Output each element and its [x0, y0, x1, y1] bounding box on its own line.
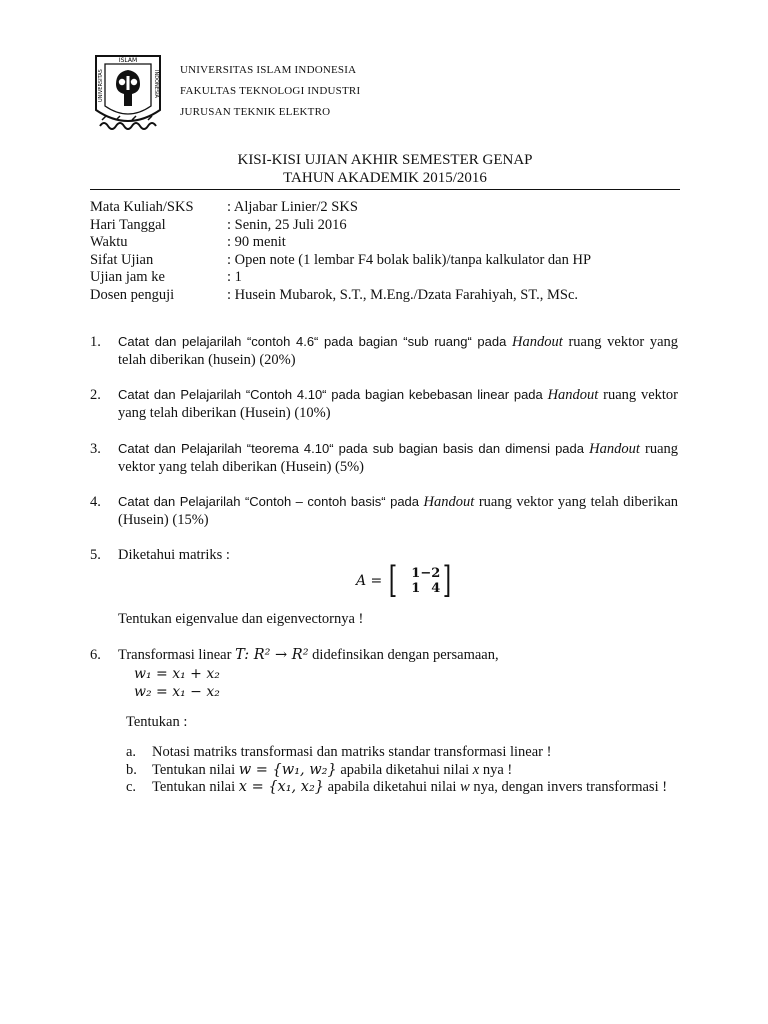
- transform-notation: T: R² → R²: [235, 647, 309, 663]
- info-row: [90, 269, 591, 287]
- question-text-cont: ruang vektor yang telah diberikan (Husein) (5%): [118, 441, 679, 475]
- info-value: : Husein Mubarok, S.T., M.Eng./Dzata Farahiyah, ST., MSc.: [227, 286, 579, 303]
- question-3: [90, 440, 678, 476]
- matrix-cell: 1: [411, 566, 421, 581]
- item-text: Tentukan nilai: [152, 761, 236, 778]
- item-text-post: nya, dengan invers transformasi !: [473, 779, 668, 795]
- matrix-label: A =: [356, 573, 383, 589]
- matrix-cell: 1: [411, 581, 421, 596]
- info-value: : 90 menit: [227, 234, 286, 251]
- question-number: 5.: [90, 547, 101, 563]
- institution-line-faculty: FAKULTAS TEKNOLOGI INDUSTRI: [180, 85, 361, 97]
- logo-text-indonesia: INDONESIA: [153, 70, 159, 98]
- item-math: x = {x₁, x₂}: [238, 779, 324, 795]
- info-key: Dosen penguji: [90, 286, 175, 303]
- question-6: [90, 646, 678, 664]
- list-item: [126, 779, 667, 797]
- question-text-cont: ruang vektor yang telah diberikan (Husein) (15%): [118, 494, 679, 528]
- item-math: w = {w₁, w₂}: [238, 761, 337, 778]
- equation-w2: w₂ = x₁ − x₂: [134, 684, 220, 700]
- question-text: Transformasi linear: [118, 647, 232, 663]
- question-italic: Handout: [423, 494, 475, 510]
- info-value: : Open note (1 lembar F4 bolak balik)/tanpa kalkulator dan HP: [227, 251, 592, 268]
- question-number: 3.: [90, 441, 101, 457]
- question-text: Diketahui matriks :: [118, 547, 230, 563]
- question-number: 4.: [90, 494, 101, 510]
- title-line-1: KISI-KISI UJIAN AKHIR SEMESTER GENAP: [237, 152, 533, 168]
- logo-text-islam: ISLAM: [118, 57, 138, 64]
- matrix-cell: 4: [431, 581, 441, 596]
- matrix-bracket-right: ]: [443, 560, 452, 601]
- question-text: Catat dan pelajarilah “contoh 4.6“ pada bagian “sub ruang“ pada: [118, 334, 507, 349]
- question-text-cont: ruang vektor yang telah diberikan (Husein) (10%): [118, 387, 679, 421]
- item-text-mid: apabila diketahui nilai: [340, 761, 470, 778]
- document-title: [90, 151, 680, 187]
- item-letter: a.: [126, 744, 137, 760]
- info-value: : 1: [227, 269, 242, 286]
- question-task: Tentukan eigenvalue dan eigenvectornya !: [118, 611, 364, 627]
- item-text: Notasi matriks transformasi dan matriks standar transformasi linear !: [152, 744, 552, 760]
- question-italic: Handout: [512, 334, 563, 350]
- question-2: [90, 386, 678, 422]
- info-value: : Aljabar Linier/2 SKS: [227, 199, 358, 215]
- question-italic: Handout: [547, 387, 599, 403]
- question-5-task: [90, 610, 678, 628]
- matrix-bracket-left: [: [389, 560, 398, 601]
- question-1: [90, 333, 678, 369]
- info-row: [90, 217, 591, 235]
- question-text-cont: didefinsikan dengan persamaan,: [312, 647, 499, 663]
- list-item: [126, 744, 667, 762]
- institution-block: [180, 60, 360, 123]
- title-divider: [90, 189, 680, 190]
- question-text: Catat dan Pelajarilah “Contoh – contoh basis“ pada: [118, 494, 420, 509]
- question-5: [90, 546, 678, 564]
- institution-line-department: JURUSAN TEKNIK ELEKTRO: [180, 106, 331, 118]
- equation-w1: w₁ = x₁ + x₂: [134, 666, 220, 682]
- info-key: Mata Kuliah/SKS: [90, 199, 194, 215]
- question-6-task: [98, 713, 686, 731]
- info-value: : Senin, 25 Juli 2016: [227, 216, 347, 233]
- info-key: Hari Tanggal: [90, 216, 166, 233]
- info-row: [90, 287, 591, 305]
- matrix-a: [356, 560, 454, 601]
- logo-text-universitas: UNIVERSITAS: [98, 69, 104, 102]
- matrix-grid: [400, 566, 440, 596]
- matrix-cell: −2: [420, 566, 441, 581]
- item-var: x: [472, 761, 480, 778]
- item-text-post: nya !: [482, 761, 513, 778]
- exam-info-table: [90, 199, 591, 305]
- question-6-subitems: [126, 744, 667, 797]
- title-line-2: TAHUN AKADEMIK 2015/2016: [283, 170, 487, 186]
- info-row: [90, 234, 591, 252]
- question-number: 1.: [90, 334, 101, 350]
- question-number: 6.: [90, 647, 101, 663]
- list-item: [126, 762, 667, 780]
- item-letter: b.: [126, 761, 137, 778]
- info-row: [90, 199, 591, 217]
- info-key: Waktu: [90, 234, 128, 251]
- info-key: Sifat Ujian: [90, 251, 154, 268]
- question-task: Tentukan :: [126, 714, 188, 730]
- question-text-cont: ruang vektor yang telah diberikan (husein) (20%): [118, 334, 679, 368]
- item-text-mid: apabila diketahui nilai: [327, 779, 457, 795]
- question-text: Catat dan Pelajarilah “Contoh 4.10“ pada bagian kebebasan linear pada: [118, 387, 543, 402]
- institution-line-university: UNIVERSITAS ISLAM INDONESIA: [180, 64, 357, 76]
- question-italic: Handout: [589, 441, 640, 457]
- item-text: Tentukan nilai: [152, 779, 236, 795]
- question-text: Catat dan Pelajarilah “teorema 4.10“ pada sub bagian basis dan dimensi pada: [118, 441, 584, 456]
- item-letter: c.: [126, 779, 137, 795]
- item-var: w: [460, 779, 470, 795]
- question-number: 2.: [90, 387, 101, 403]
- university-logo: [92, 50, 164, 136]
- info-key: Ujian jam ke: [90, 269, 165, 286]
- question-4: [90, 493, 678, 529]
- info-row: [90, 252, 591, 270]
